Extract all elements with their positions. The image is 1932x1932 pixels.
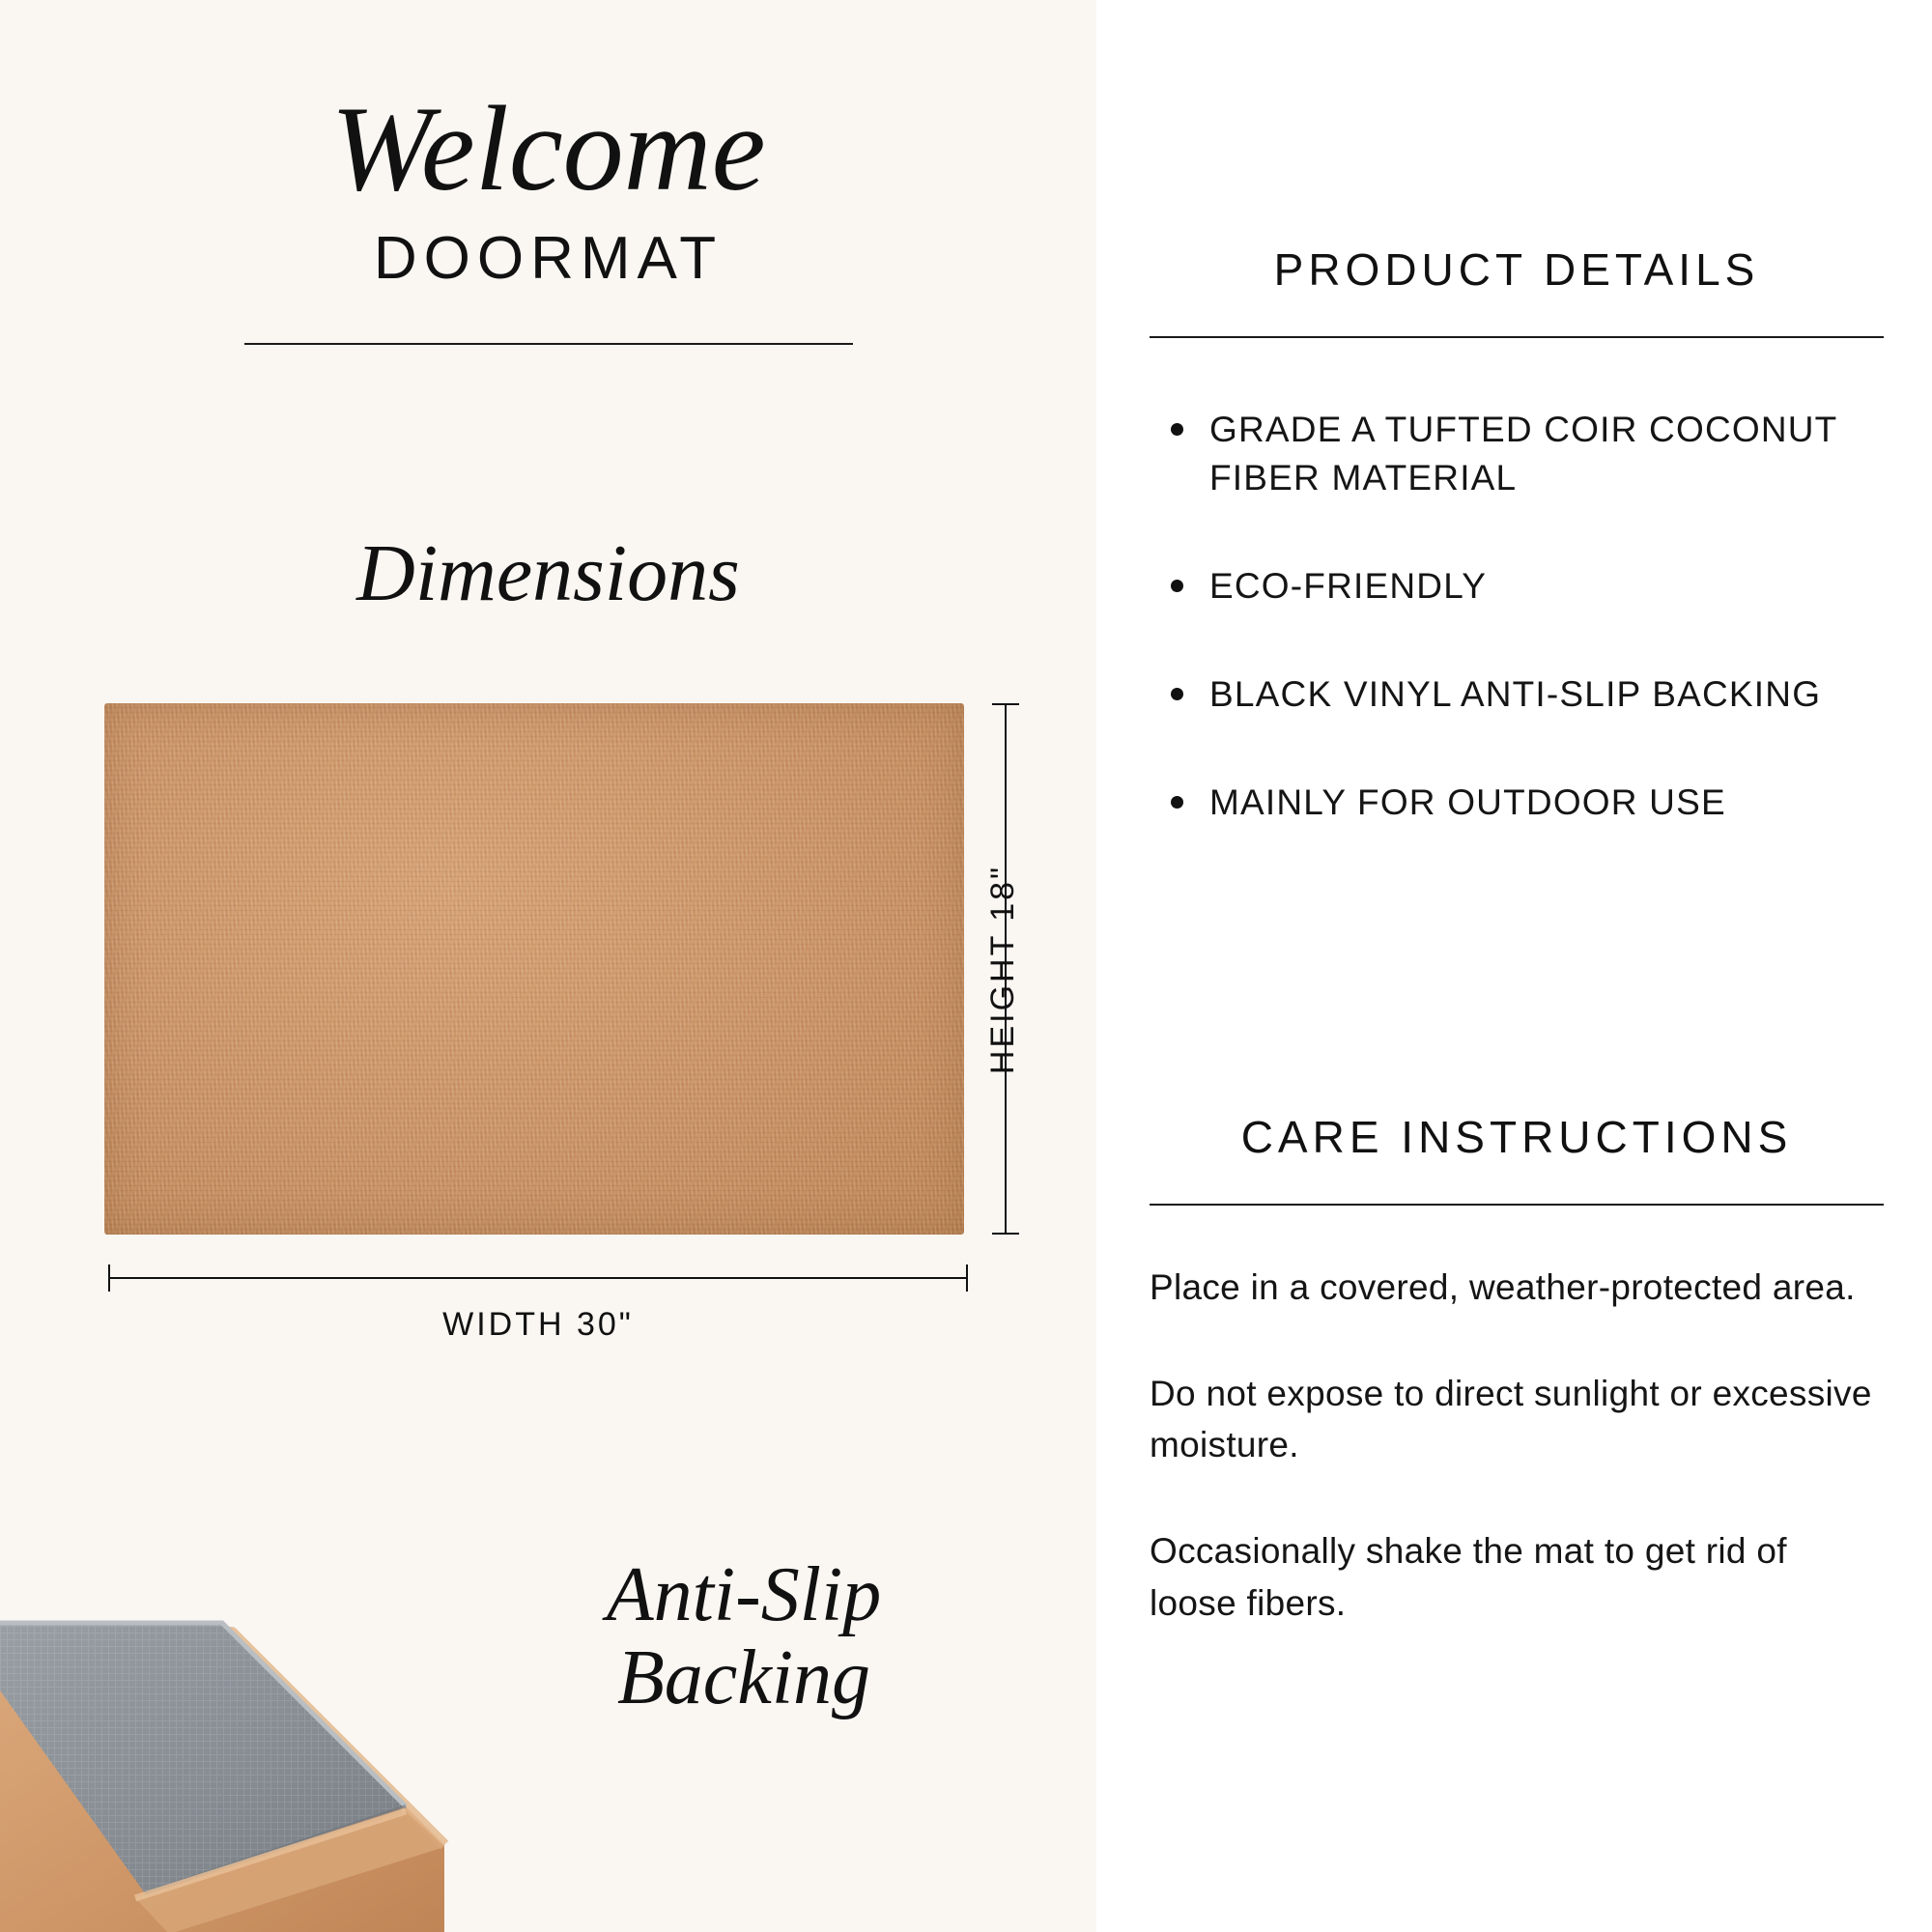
width-measure-line: [108, 1277, 968, 1279]
width-label: WIDTH 30": [442, 1306, 634, 1343]
bullet-dot-icon: [1171, 423, 1183, 436]
list-item: [1150, 562, 1884, 611]
list-item: [1150, 779, 1884, 827]
doormat-image: [104, 703, 964, 1235]
antislip-heading-line2: Backing: [616, 1635, 871, 1721]
width-cap-right: [966, 1264, 968, 1292]
height-label: HEIGHT 18": [984, 864, 1022, 1074]
bullet-dot-icon: [1171, 580, 1183, 592]
care-paragraph: Do not expose to direct sunlight or excessive moisture.: [1150, 1373, 1872, 1465]
right-panel: [1096, 0, 1932, 1932]
product-details-divider: [1150, 336, 1884, 338]
page-title-sub: DOORMAT: [373, 225, 724, 292]
product-details-list: [1150, 406, 1884, 827]
care-paragraph: Place in a covered, weather-protected area.: [1150, 1267, 1856, 1307]
folded-mat-corner-illustration: [0, 1488, 531, 1932]
bullet-dot-icon: [1171, 688, 1183, 700]
dimensions-heading: Dimensions: [356, 528, 740, 618]
title-block: [0, 82, 1096, 345]
list-item-label: MAINLY FOR OUTDOOR USE: [1209, 781, 1726, 822]
list-item: [1150, 406, 1884, 502]
height-label-wrap: [984, 703, 1108, 1235]
care-instructions-text: [1150, 1262, 1884, 1629]
list-item: [1150, 670, 1884, 719]
title-divider: [244, 343, 853, 345]
list-item-label: BLACK VINYL ANTI-SLIP BACKING: [1209, 673, 1822, 714]
list-item-label: ECO-FRIENDLY: [1209, 565, 1488, 606]
width-cap-left: [108, 1264, 110, 1292]
care-paragraph: Occasionally shake the mat to get rid of loose fibers.: [1150, 1530, 1787, 1623]
coir-mat-texture: [104, 703, 964, 1235]
page-title-script: Welcome: [330, 82, 766, 216]
bullet-dot-icon: [1171, 796, 1183, 809]
care-instructions-divider: [1150, 1204, 1884, 1206]
antislip-heading: [541, 1553, 947, 1720]
list-item-label: GRADE A TUFTED COIR COCONUT FIBER MATERIAL: [1209, 410, 1837, 497]
product-details-title: PRODUCT DETAILS: [1273, 244, 1760, 295]
product-details-section: [1150, 243, 1884, 887]
care-instructions-section: [1150, 1111, 1884, 1683]
care-instructions-title: CARE INSTRUCTIONS: [1240, 1112, 1793, 1162]
antislip-heading-line1: Anti-Slip: [606, 1552, 882, 1637]
